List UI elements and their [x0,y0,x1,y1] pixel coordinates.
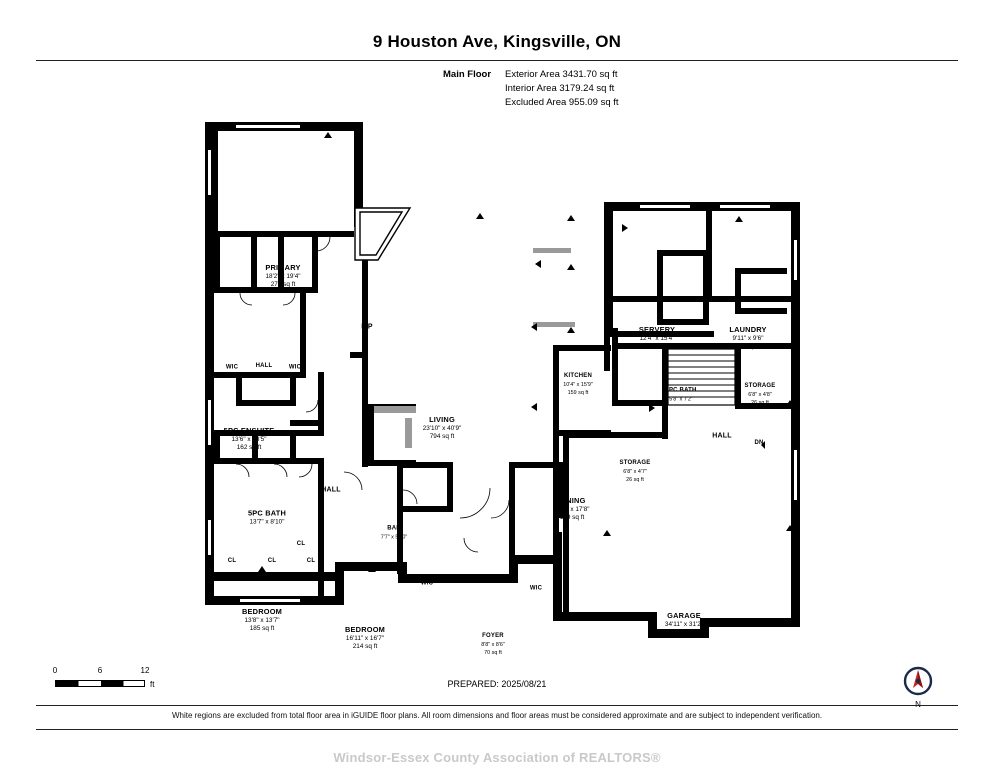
room-area: 185 sq ft [249,625,275,633]
room-dimensions: 10'4" x 17'8" [554,505,590,513]
room-dimensions: 13'8" x 13'7" [244,616,280,624]
room-label-wic [530,585,542,594]
plan-label-cl: CL [267,558,277,564]
room-dimensions: 12'4" x 15'4" [639,334,675,342]
room-dimensions: 5'8" x 7'2" [669,396,693,402]
room-label-living [423,416,462,442]
room-label-storage [745,382,776,408]
plan-label-cl: CL [296,541,306,547]
room-area: 214 sq ft [352,643,378,651]
room-name: WIC [288,364,302,371]
scale-tick-1: 6 [97,666,103,675]
room-area: 141 sq ft [644,343,670,351]
room-name: WIC [420,580,434,587]
room-label-wic [226,364,238,373]
scale-unit: ft [150,680,155,689]
room-label-dining [554,497,589,523]
plan-label-cl: CL [306,558,316,564]
fireplace [355,208,410,260]
page-title: 9 Houston Ave, Kingsville, ON [372,32,622,51]
plan-label-hall: HALL [255,363,273,369]
room-name: FOYER [482,633,504,640]
room-name: LAUNDRY [729,325,767,335]
room-area: 70 sq ft [484,650,502,657]
room-name: LIVING [429,415,455,425]
excluded-area: Excluded Area 955.09 sq ft [505,97,619,108]
room-label-5pc-bath [248,509,286,526]
room-label-bar [381,524,408,541]
scale-tick-0: 0 [52,666,58,675]
room-dimensions: 7'7" x 5'10" [380,534,408,540]
compass-rose [898,662,938,708]
room-dimensions: 34'11" x 31'2" [664,620,704,628]
plan-label-dn: DN [754,440,764,446]
floor-plan [0,100,994,660]
plan-label-hall: HALL [321,486,341,494]
room-name: DINING [558,496,586,506]
floor-label: Main Floor [443,69,492,80]
room-label-servery [639,326,675,352]
room-name: STORAGE [619,460,651,467]
plan-label-hall: HALL [712,432,732,440]
disclaimer-text: White regions are excluded from total floor area in iGUIDE floor plans. All room dimensions and floor areas must be considered approximate and are subject to independent verification. [171,711,823,720]
room-name: 5PC ENSUITE [223,426,275,436]
room-name: BAR [387,525,401,532]
interior-area: Interior Area 3179.24 sq ft [505,83,615,94]
room-name: BEDROOM [242,607,282,617]
room-label-2pc-bath [665,386,696,403]
room-dimensions: 6'8" x 4'7" [623,468,647,475]
room-area: 275 sq ft [270,281,296,289]
room-label-5pc-ensuite [224,427,275,453]
room-dimensions: 10'4" x 15'9" [563,381,593,388]
room-dimensions: 18'2" x 19'4" [265,272,301,280]
room-name: SERVERY [638,325,676,335]
fixtures [374,248,575,448]
room-label-laundry [729,326,766,352]
room-name: 5PC BATH [247,508,287,518]
room-name: KITCHEN [563,373,593,380]
room-name: PRIMARY [265,263,301,273]
prepared-date: PREPARED: 2025/08/21 [447,679,547,689]
compass-icon [898,662,938,702]
room-dimensions: 23'10" x 40'9" [422,424,462,432]
room-dimensions: 6'8" x 4'8" [748,391,772,398]
room-dimensions: 8'8" x 8'6" [481,641,505,648]
room-area: 162 sq ft [236,444,262,452]
plan-label-cl: CL [227,558,237,564]
plan-label-f-p: F/P [361,323,373,331]
room-name: GARAGE [667,611,701,621]
room-name: STORAGE [744,383,776,390]
room-label-wic [421,580,433,589]
room-area: 26 sq ft [626,477,644,484]
room-label-wic [289,364,301,373]
scale-bar [52,666,175,689]
room-label-foyer [481,632,505,658]
room-name: WIC [529,585,543,592]
watermark: Windsor-Essex County Association of REALTORS® [333,750,661,765]
room-area: 159 sq ft [567,390,589,397]
room-name: 2PC BATH [665,387,697,394]
room-area: 169 sq ft [559,514,585,522]
room-area: 794 sq ft [429,433,455,441]
room-name: WIC [225,364,239,371]
room-label-garage [665,612,703,638]
room-label-primary [265,264,300,290]
scale-tick-2: 12 [140,666,150,675]
footer-divider-bottom [36,729,958,730]
room-area: 94 sq ft [737,343,759,351]
footer-divider-top [36,705,958,706]
room-area: 879 sq ft [671,629,697,637]
exterior-area: Exterior Area 3431.70 sq ft [505,69,618,80]
room-area: 26 sq ft [751,400,769,407]
room-dimensions: 13'6" x 13'5" [231,435,267,443]
room-dimensions: 16'11" x 16'7" [345,634,385,642]
room-dimensions: 13'7" x 8'10" [249,518,285,525]
room-label-storage [620,459,651,485]
header-divider [36,60,958,61]
room-label-kitchen [563,372,593,398]
room-label-bedroom [242,608,282,634]
room-name: BEDROOM [345,625,385,635]
room-dimensions: 9'11" x 9'6" [732,334,764,342]
room-label-bedroom [345,626,385,652]
